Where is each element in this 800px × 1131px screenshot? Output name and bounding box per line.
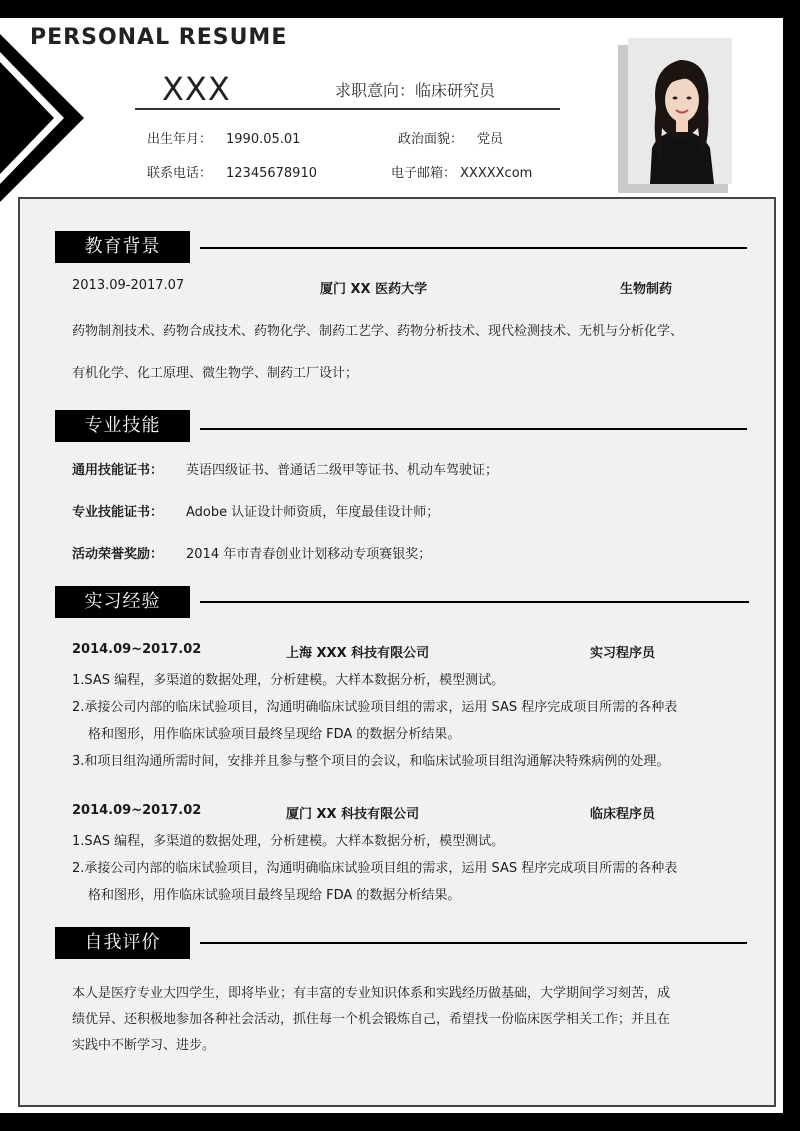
section-title-skills: 专业技能 <box>55 410 190 442</box>
political-info <box>398 128 503 147</box>
section-rule-education <box>200 247 747 249</box>
job-detail-line: 1.SAS 编程，多渠道的数据处理，分析建模。大样本数据分析，模型测试。 <box>72 834 505 849</box>
birth-info <box>147 128 300 147</box>
job-role: 实习程序员 <box>590 646 656 661</box>
education-major: 生物制药 <box>620 282 673 297</box>
email-value: XXXXXcom <box>460 166 533 181</box>
name-divider <box>135 108 560 110</box>
skill-value: 2014 年市青春创业计划移动专项赛银奖； <box>186 547 432 562</box>
corner-decoration-core <box>0 62 54 174</box>
education-school: 厦门 XX 医药大学 <box>320 282 428 297</box>
job-company: 上海 XXX 科技有限公司 <box>286 646 430 661</box>
brand-title: PERSONAL RESUME <box>30 25 288 50</box>
job-detail-line: 格和图形，用作临床试验项目最终呈现给 FDA 的数据分析结果。 <box>88 888 461 903</box>
job-detail-line: 1.SAS 编程，多渠道的数据处理，分析建模。大样本数据分析，模型测试。 <box>72 673 505 688</box>
skill-value: Adobe 认证设计师资质，年度最佳设计师； <box>186 505 440 520</box>
section-title-education: 教育背景 <box>55 231 190 263</box>
job-company: 厦门 XX 科技有限公司 <box>286 807 420 822</box>
email-label: 电子邮箱： <box>391 166 457 181</box>
education-date: 2013.09-2017.07 <box>72 278 185 293</box>
section-rule-internship <box>200 601 749 603</box>
self-eval-line: 实践中不断学习、进步。 <box>72 1038 216 1053</box>
self-eval-line: 本人是医疗专业大四学生，即将毕业；有丰富的专业知识体系和实践经历做基础，大学期间学习刻苦，成 <box>72 986 671 1001</box>
section-title-internship: 实习经验 <box>55 586 190 618</box>
email-info <box>391 162 532 181</box>
phone-info <box>147 162 317 181</box>
political-label: 政治面貌： <box>398 132 464 147</box>
education-courses-line2: 有机化学、化工原理、微生物学、制药工厂设计； <box>72 366 359 381</box>
profile-photo <box>628 38 732 184</box>
section-rule-skills <box>200 428 747 430</box>
job-date: 2014.09~2017.02 <box>72 642 202 657</box>
job-date: 2014.09~2017.02 <box>72 803 202 818</box>
section-rule-self-eval <box>200 942 747 944</box>
job-detail-line: 2.承接公司内部的临床试验项目，沟通明确临床试验项目组的需求，运用 SAS 程序完成项目所需的各种表 <box>72 861 678 876</box>
phone-value: 12345678910 <box>226 166 317 181</box>
job-role: 临床程序员 <box>590 807 656 822</box>
candidate-name: XXX <box>162 70 231 108</box>
birth-label: 出生年月： <box>147 132 213 147</box>
portrait-image <box>628 38 732 184</box>
skill-label: 活动荣誉奖励： <box>72 547 164 562</box>
job-objective: 求职意向：临床研究员 <box>335 81 496 100</box>
birth-value: 1990.05.01 <box>226 132 301 147</box>
job-detail-line: 格和图形，用作临床试验项目最终呈现给 FDA 的数据分析结果。 <box>88 727 461 742</box>
phone-label: 联系电话： <box>147 166 213 181</box>
skill-label: 专业技能证书： <box>72 505 164 520</box>
job-detail-line: 3.和项目组沟通所需时间，安排并且参与整个项目的会议，和临床试验项目组沟通解决特殊病例的处理。 <box>72 754 670 769</box>
self-eval-line: 绩优异、还积极地参加各种社会活动，抓住每一个机会锻炼自己，希望找一份临床医学相关工作；并且在 <box>72 1012 671 1027</box>
job-detail-line: 2.承接公司内部的临床试验项目，沟通明确临床试验项目组的需求，运用 SAS 程序完成项目所需的各种表 <box>72 700 678 715</box>
political-value: 党员 <box>477 132 504 147</box>
skill-label: 通用技能证书： <box>72 463 164 478</box>
education-courses-line1: 药物制剂技术、药物合成技术、药物化学、制药工艺学、药物分析技术、现代检测技术、无机与分析化学、 <box>72 324 684 339</box>
section-title-self-eval: 自我评价 <box>55 927 190 959</box>
skill-value: 英语四级证书、普通话二级甲等证书、机动车驾驶证； <box>186 463 499 478</box>
